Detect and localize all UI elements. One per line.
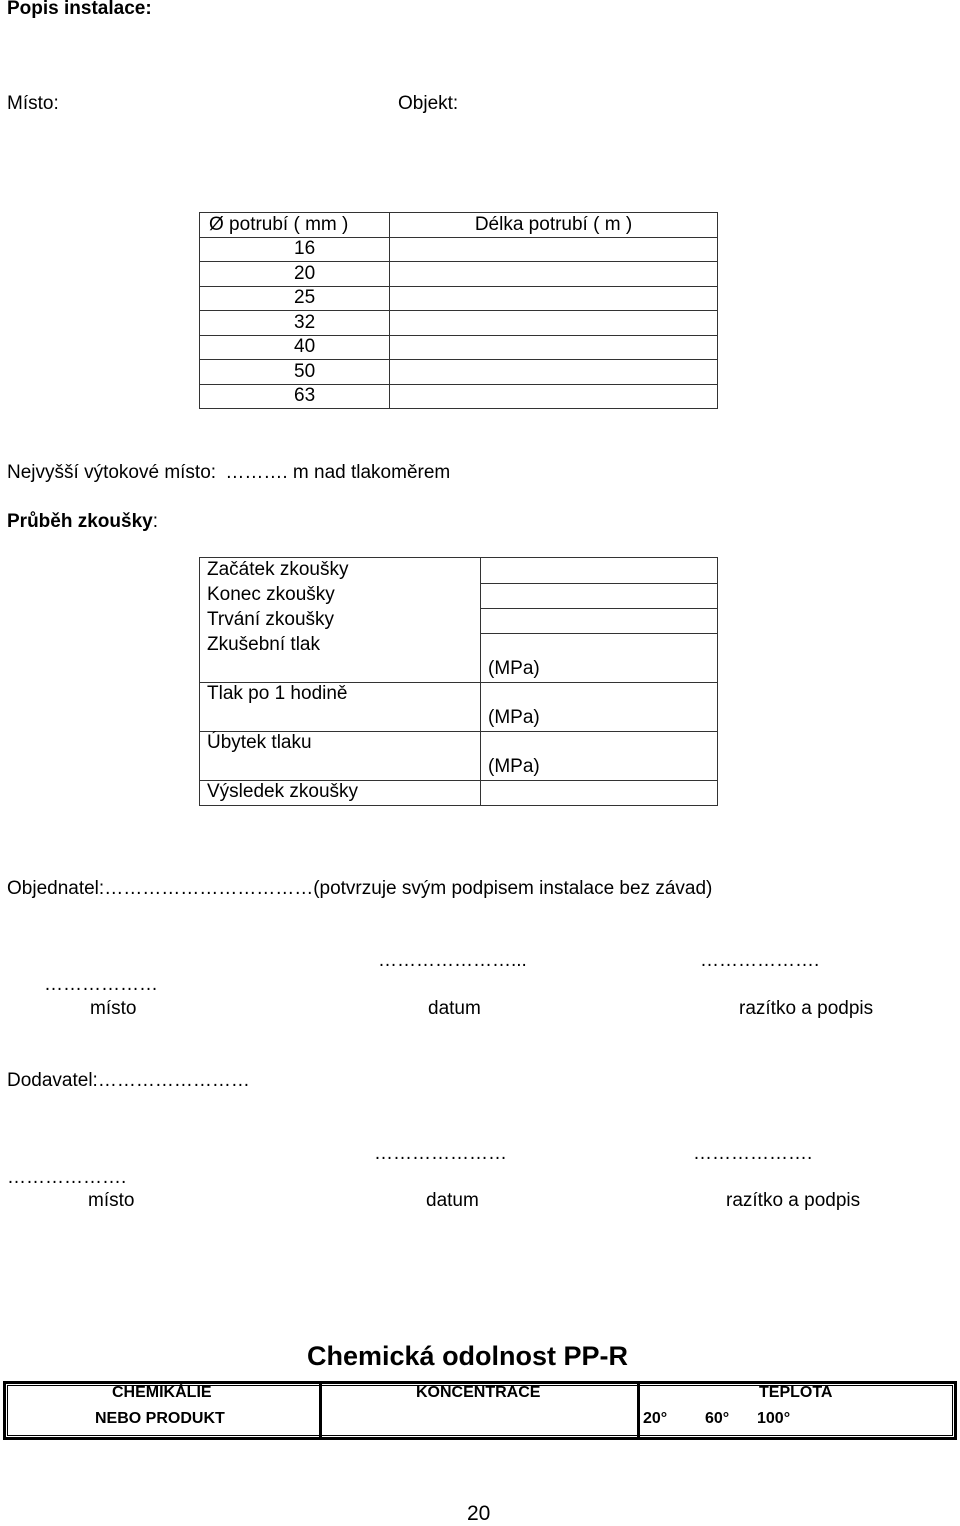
outlet-line <box>7 462 450 484</box>
test-row-label: Konec zkoušky <box>207 584 335 605</box>
orderer-place-label: místo <box>90 998 137 1019</box>
test-table-rule <box>480 608 718 609</box>
test-row-label: Zkušební tlak <box>207 634 320 655</box>
misto-label: Místo: <box>7 93 59 114</box>
test-row-label: Výsledek zkoušky <box>207 781 359 802</box>
chem-col1-line1: CHEMIKÁLIE <box>112 1384 212 1401</box>
table-row <box>200 262 718 287</box>
diameter-cell: 32 <box>200 311 390 336</box>
length-cell[interactable] <box>390 335 718 360</box>
orderer-stamp-label: razítko a podpis <box>739 998 874 1019</box>
supplier-label: Dodavatel: <box>7 1070 98 1091</box>
length-cell[interactable] <box>390 384 718 409</box>
chem-temp: 100° <box>757 1410 791 1427</box>
test-heading-colon: : <box>152 511 158 532</box>
diameter-cell: 50 <box>200 360 390 385</box>
test-table-rule <box>480 633 718 634</box>
unit-mpa: (MPa) <box>488 658 540 679</box>
table-row <box>200 286 718 311</box>
supplier-stamp-label: razítko a podpis <box>726 1190 861 1211</box>
table-row <box>200 360 718 385</box>
supplier-dots: …………………… <box>97 1070 250 1091</box>
supplier-date-dots: ………………… <box>374 1143 507 1164</box>
unit-mpa: (MPa) <box>488 756 540 777</box>
orderer-place-dots: ……………… <box>44 974 158 995</box>
table-header-row <box>200 213 718 238</box>
test-heading <box>7 511 158 533</box>
objekt-label: Objekt: <box>398 93 459 114</box>
outlet-dots: ………. <box>225 462 288 483</box>
length-cell[interactable] <box>390 262 718 287</box>
length-cell[interactable] <box>390 286 718 311</box>
diameter-cell: 40 <box>200 335 390 360</box>
supplier-stamp-dots: ………………. <box>693 1143 813 1164</box>
length-cell[interactable] <box>390 237 718 262</box>
chem-col2-header: KONCENTRACE <box>416 1384 541 1401</box>
length-cell[interactable] <box>390 311 718 336</box>
length-cell[interactable] <box>390 360 718 385</box>
page-number: 20 <box>467 1502 491 1525</box>
orderer-date-label: datum <box>428 998 481 1019</box>
diameter-header: Ø potrubí ( mm ) <box>200 213 390 238</box>
diameter-cell: 20 <box>200 262 390 287</box>
orderer-stamp-dots: ………………. <box>700 950 820 971</box>
table-row <box>200 311 718 336</box>
chem-col3-header: TEPLOTA <box>759 1384 833 1401</box>
outlet-unit: m nad tlakoměrem <box>287 462 451 483</box>
orderer-note: (potvrzuje svým podpisem instalace bez závad) <box>313 878 713 899</box>
table-row <box>200 384 718 409</box>
length-header: Délka potrubí ( m ) <box>390 213 718 238</box>
supplier-place-dots: ………………. <box>7 1167 127 1188</box>
chem-col1-line2: NEBO PRODUKT <box>95 1410 225 1427</box>
diameter-cell: 16 <box>200 237 390 262</box>
chem-title: Chemická odolnost PP-R <box>307 1341 629 1371</box>
orderer-line <box>7 878 712 900</box>
table-row <box>200 335 718 360</box>
supplier-place-label: místo <box>88 1190 135 1211</box>
orderer-label: Objednatel: <box>7 878 105 899</box>
page-title: Popis instalace: <box>7 0 152 19</box>
chem-table-divider <box>637 1383 640 1438</box>
pipe-length-table <box>199 212 718 409</box>
table-row <box>200 237 718 262</box>
chem-temp: 60° <box>705 1410 730 1427</box>
diameter-cell: 63 <box>200 384 390 409</box>
chem-table-divider <box>319 1383 322 1438</box>
unit-mpa: (MPa) <box>488 707 540 728</box>
orderer-dots: …………………………… <box>104 878 314 899</box>
test-row-label: Úbytek tlaku <box>207 732 312 753</box>
test-heading-text: Průběh zkoušky <box>7 511 153 532</box>
test-row-label: Trvání zkoušky <box>207 609 335 630</box>
chem-temp: 20° <box>643 1410 668 1427</box>
outlet-label: Nejvyšší výtokové místo: <box>7 462 217 483</box>
supplier-line <box>7 1070 250 1092</box>
test-row-label: Začátek zkoušky <box>207 559 349 580</box>
diameter-cell: 25 <box>200 286 390 311</box>
test-row-label: Tlak po 1 hodině <box>207 683 348 704</box>
test-table-rule <box>480 583 718 584</box>
orderer-date-dots: …………………... <box>378 950 527 971</box>
supplier-date-label: datum <box>426 1190 479 1211</box>
